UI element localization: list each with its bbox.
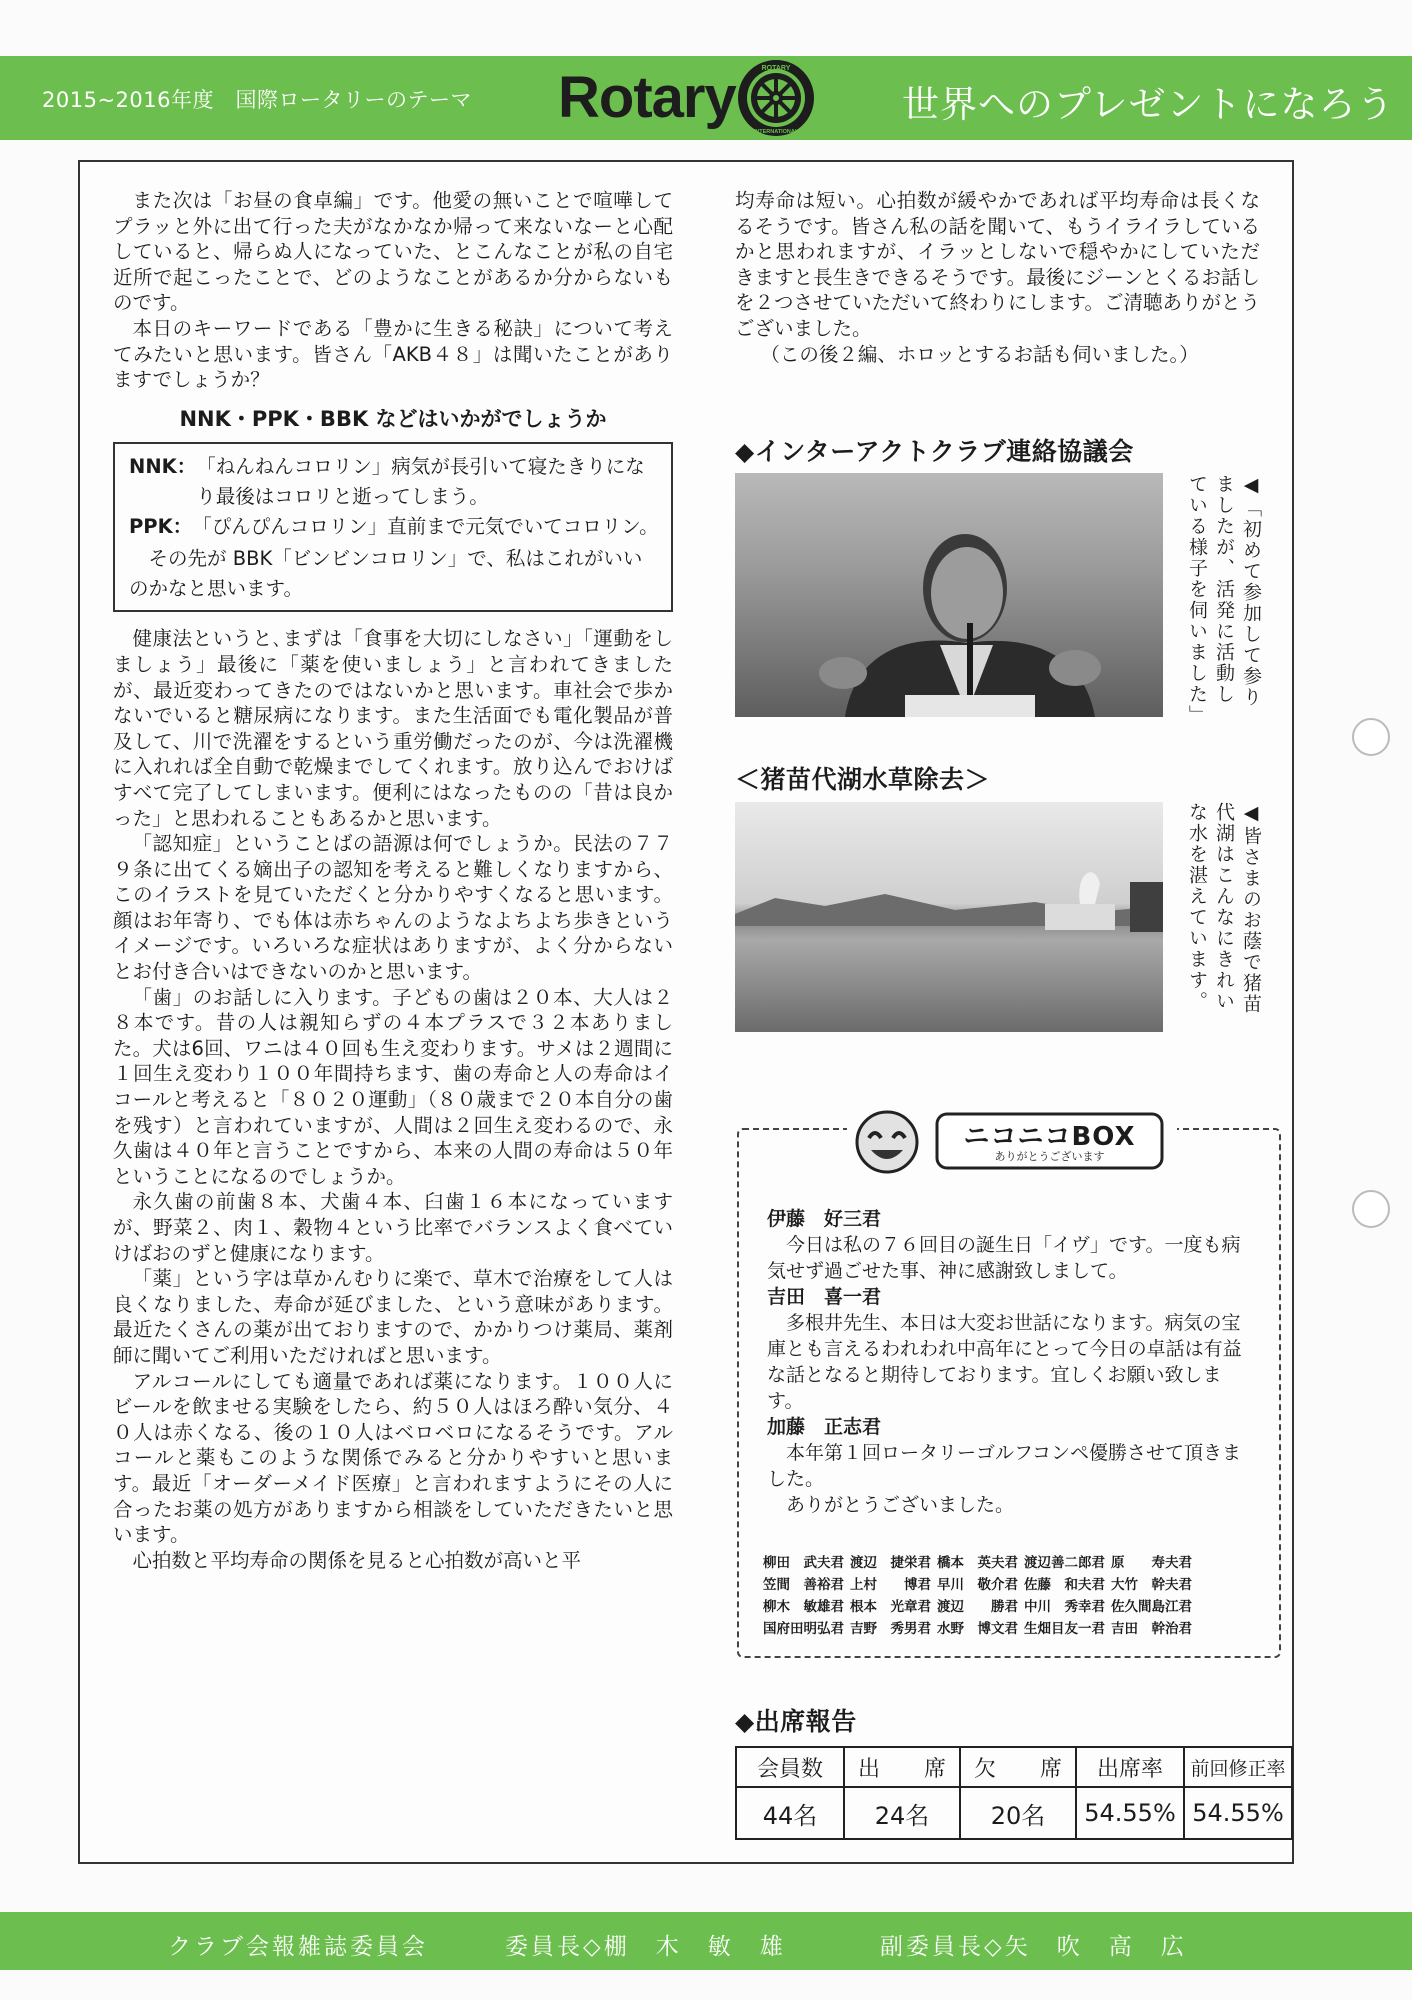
contributor-names-table: [763, 1552, 1198, 1640]
names-row: [763, 1574, 1198, 1596]
attendance-value: 54.55%: [1184, 1787, 1292, 1839]
header-band: [0, 56, 1412, 140]
theme-year-label: 2015~2016年度 国際ロータリーのテーマ: [42, 88, 472, 112]
contributor-name: 国府田明弘君: [763, 1621, 844, 1637]
contributor-name: 柳木 敏雄君: [763, 1599, 844, 1615]
nikoniko-entries: [767, 1206, 1255, 1518]
paragraph: 心拍数と平均寿命の関係を見ると心拍数が高いと平: [132, 1548, 582, 1572]
names-row: [763, 1552, 1198, 1574]
attendance-value: 20名: [960, 1787, 1076, 1839]
paragraph: 「薬」という字は草かんむりに楽で、草木で治療をして人は良くなりました、寿命が延びました、という意味があります。最近たくさんの薬が出ておりますので、かかりつけ薬局、薬剤師に聞いてご利用いただければと思います。: [113, 1267, 673, 1367]
nikoniko-logo: [847, 1104, 1177, 1176]
paragraph: また次は「お昼の食卓編」です。他愛の無いことで喧嘩してプラッと外に出て行った夫がなかなか帰って来ないなーと心配していると、帰らぬ人になっていた、とこんなことが私の自宅近所で起こったことで、どのようなことがあるか分からないものです。: [113, 189, 673, 315]
speaker-caption: ◀「初めて参加して参りましたが、活発に活動している様子を伺いました」: [1186, 474, 1262, 726]
definition-box: [113, 442, 673, 612]
paragraph: 本日のキーワードである「豊かに生きる秘訣」について考えてみたいと思います。皆さん「AKB４８」は聞いたことがありますでしょうか？: [113, 316, 673, 392]
speaker-photo: [735, 473, 1163, 717]
contributor-name: 早川 敬介君: [937, 1577, 1018, 1593]
rotary-wheel-icon: [736, 58, 816, 138]
paragraph-continuation: 均寿命は短い。心拍数が緩やかであれば平均寿命は長くなるそうです。皆さん私の話を聞いて、もうイライラしているかと思われますが、イラッとしないで穏やかにしていただきますと長生きできるそうです。最後にジーンとくるお話しを２つさせていただいて終わりにします。ご清聴ありがとうございました。: [735, 189, 1260, 340]
speaker-figure: [735, 473, 1163, 717]
lake-caption: ◀皆さまのお蔭で猪苗代湖はこんなにきれいな水を湛えています。: [1186, 802, 1262, 1015]
contributor-name: 吉野 秀男君: [850, 1621, 931, 1637]
nikoniko-subtitle: ありがとうございます: [994, 1150, 1105, 1163]
attendance-header-row: [736, 1747, 1292, 1787]
contributor-name: 根本 光章君: [850, 1599, 931, 1615]
theme-title: 世界へのプレゼントになろう: [902, 83, 1395, 126]
nikoniko-title: ニコニコBOX: [963, 1122, 1136, 1152]
contributor-name: 渡辺 勝君: [937, 1599, 1018, 1615]
right-column: [735, 188, 1260, 367]
contributor-name: 笠間 善裕君: [763, 1577, 844, 1593]
contributor-name: 水野 博文君: [937, 1621, 1018, 1637]
contributor-name: 上村 博君: [850, 1577, 931, 1593]
lake-photo: [735, 802, 1163, 1032]
entry-message: 本年第１回ロータリーゴルフコンペ優勝させて頂きました。: [767, 1442, 1242, 1490]
contributor-name: 橋本 英夫君: [937, 1555, 1018, 1571]
paragraph: 健康法というと､まずは「食事を大切にしなさい」「運動をしましょう」最後に「薬を使いましょう」と言われてきましたが、最近変わってきたのではないかと思います。車社会で歩かないでいると糖尿病になります。また生活面でも電化製品が普及して、川で洗濯をするという重労働だったのが、今は洗濯機に入れれば全自動で乾燥までしてくれます。放り込んでおけばすべて完了してしまいます。便利にはなったものの「昔は良かった」と思われることもあるかと思います。: [113, 627, 673, 830]
rotary-logo-text: Rotary: [558, 65, 736, 130]
names-row: [763, 1596, 1198, 1618]
contributor-name: 佐藤 和夫君: [1024, 1577, 1105, 1593]
nnk-text: 「ねんねんコロリン」病気が長引いて寝たきりになり最後はコロリと逝ってしまう。: [196, 455, 645, 509]
bbk-text: その先が BBK「ビンビンコロリン」で、私はこれがいいのかなと思います。: [129, 547, 643, 601]
names-row: [763, 1618, 1198, 1640]
lake-scene: [735, 802, 1163, 1032]
committee-name: クラブ会報雑誌委員会: [168, 1934, 428, 1960]
contributor-name: 中川 秀幸君: [1024, 1599, 1105, 1615]
paragraph: 「歯」のお話しに入ります。子どもの歯は２０本、大人は２８本です。昔の人は親知らずの４本プラスで３２本ありました。犬は6回、ワニは４０回も生え変わります。サメは２週間に１回生え変わり１００年間持ちます、歯の寿命と人の寿命はイコールと考えると「８０２０運動」（８０歳まで２０本自分の歯を残す）と言われていますが、人間は２回生え変わるので、永久歯は４０年と言うことですから、本来の人間の寿命は５０年ということになるのでしょうか。: [113, 985, 673, 1188]
contributor-name: 渡辺 捷栄君: [850, 1555, 931, 1571]
punch-hole: [1352, 1190, 1390, 1228]
attendance-header: 会員数: [736, 1747, 844, 1787]
talk-note: （この後２編、ホロッとするお話も伺いました。）: [760, 342, 1199, 366]
entry-message: 今日は私の７６回目の誕生日「イヴ」です。一度も病気せず過ごせた事、神に感謝致しまして。: [767, 1234, 1241, 1282]
left-column: [113, 188, 673, 1573]
wheel-top-text: ROTARY: [761, 65, 791, 72]
attendance-header: 出席率: [1076, 1747, 1184, 1787]
contributor-name: 吉田 幹治君: [1111, 1621, 1192, 1637]
attendance-header: 欠 席: [960, 1747, 1076, 1787]
nnk-term: NNK：: [129, 455, 197, 479]
footer-band: [0, 1912, 1412, 1970]
attendance-section: [735, 1702, 1293, 1840]
contributor-name: 生畑目友一君: [1024, 1621, 1105, 1637]
attendance-header: 出 席: [844, 1747, 960, 1787]
interact-heading: ◆インターアクトクラブ連絡協議会: [735, 437, 1134, 466]
entry-name: 加藤 正志君: [767, 1416, 882, 1438]
entry-message: 多根井先生、本日は大変お世話になります。病気の宝庫とも言えるわれわれ中高年にとって今日の卓話は有益な話となると期待しております。宜しくお願い致します。: [767, 1312, 1242, 1412]
keyword-heading: NNK・PPK・BBK などはいかがでしょうか: [179, 406, 607, 431]
ppk-text: 「ぴんぴんコロリン」直前まで元気でいてコロリン。: [192, 515, 659, 539]
contributor-name: 柳田 武夫君: [763, 1555, 844, 1571]
nikoniko-box: [737, 1122, 1281, 1658]
chair-name: 委員長◇棚 木 敏 雄: [505, 1934, 786, 1960]
ppk-term: PPK：: [129, 515, 193, 539]
attendance-value-row: [736, 1787, 1292, 1839]
attendance-heading: ◆出席報告: [735, 1707, 857, 1736]
vice-chair-name: 副委員長◇矢 吹 高 広: [880, 1934, 1187, 1960]
paragraph: 永久歯の前歯８本、犬歯４本、臼歯１６本になっていますが、野菜２、肉１、穀物４という比率でバランスよく食べていけばおのずと健康になります。: [113, 1190, 673, 1265]
entry-name: 吉田 喜一君: [767, 1286, 882, 1308]
contributor-name: 佐久間島江君: [1111, 1599, 1192, 1615]
attendance-value: 54.55%: [1076, 1787, 1184, 1839]
entry-message: ありがとうございました。: [786, 1494, 1015, 1516]
paragraph: アルコールにしても適量であれば薬になります。１００人にビールを飲ませる実験をしたら、約５０人はほろ酔い気分、４０人は赤くなる、後の１０人はベロベロになるそうです。アルコールと薬もこのような関係でみると分かりやすいと思います。最近「オーダーメイド医療」と言われますようにその人に合ったお薬の処方がありますから相談をしていただきたいと思います。: [113, 1369, 673, 1547]
entry-name: 伊藤 好三君: [767, 1208, 882, 1230]
attendance-value: 44名: [736, 1787, 844, 1839]
paragraph: 「認知症」ということばの語源は何でしょうか。民法の７７９条に出てくる嫡出子の認知を考えると難しくなりますから、このイラストを見ていただくと分かりやすくなると思います。顔はお年寄り、でも体は赤ちゃんのようなよちよち歩きというイメージです。いろいろな症状はありますが、よく分からないとお付き合いはできないのかと思います。: [113, 832, 673, 984]
contributor-name: 大竹 幹夫君: [1111, 1577, 1192, 1593]
attendance-value: 24名: [844, 1787, 960, 1839]
punch-hole: [1352, 718, 1390, 756]
attendance-table: [735, 1746, 1293, 1840]
wheel-bottom-text: INTERNATIONAL: [753, 129, 799, 135]
contributor-name: 原 寿夫君: [1111, 1555, 1192, 1571]
attendance-header: 前回修正率: [1184, 1747, 1292, 1787]
lake-heading: ＜猪苗代湖水草除去＞: [735, 765, 991, 794]
contributor-name: 渡辺善二郎君: [1024, 1555, 1105, 1571]
